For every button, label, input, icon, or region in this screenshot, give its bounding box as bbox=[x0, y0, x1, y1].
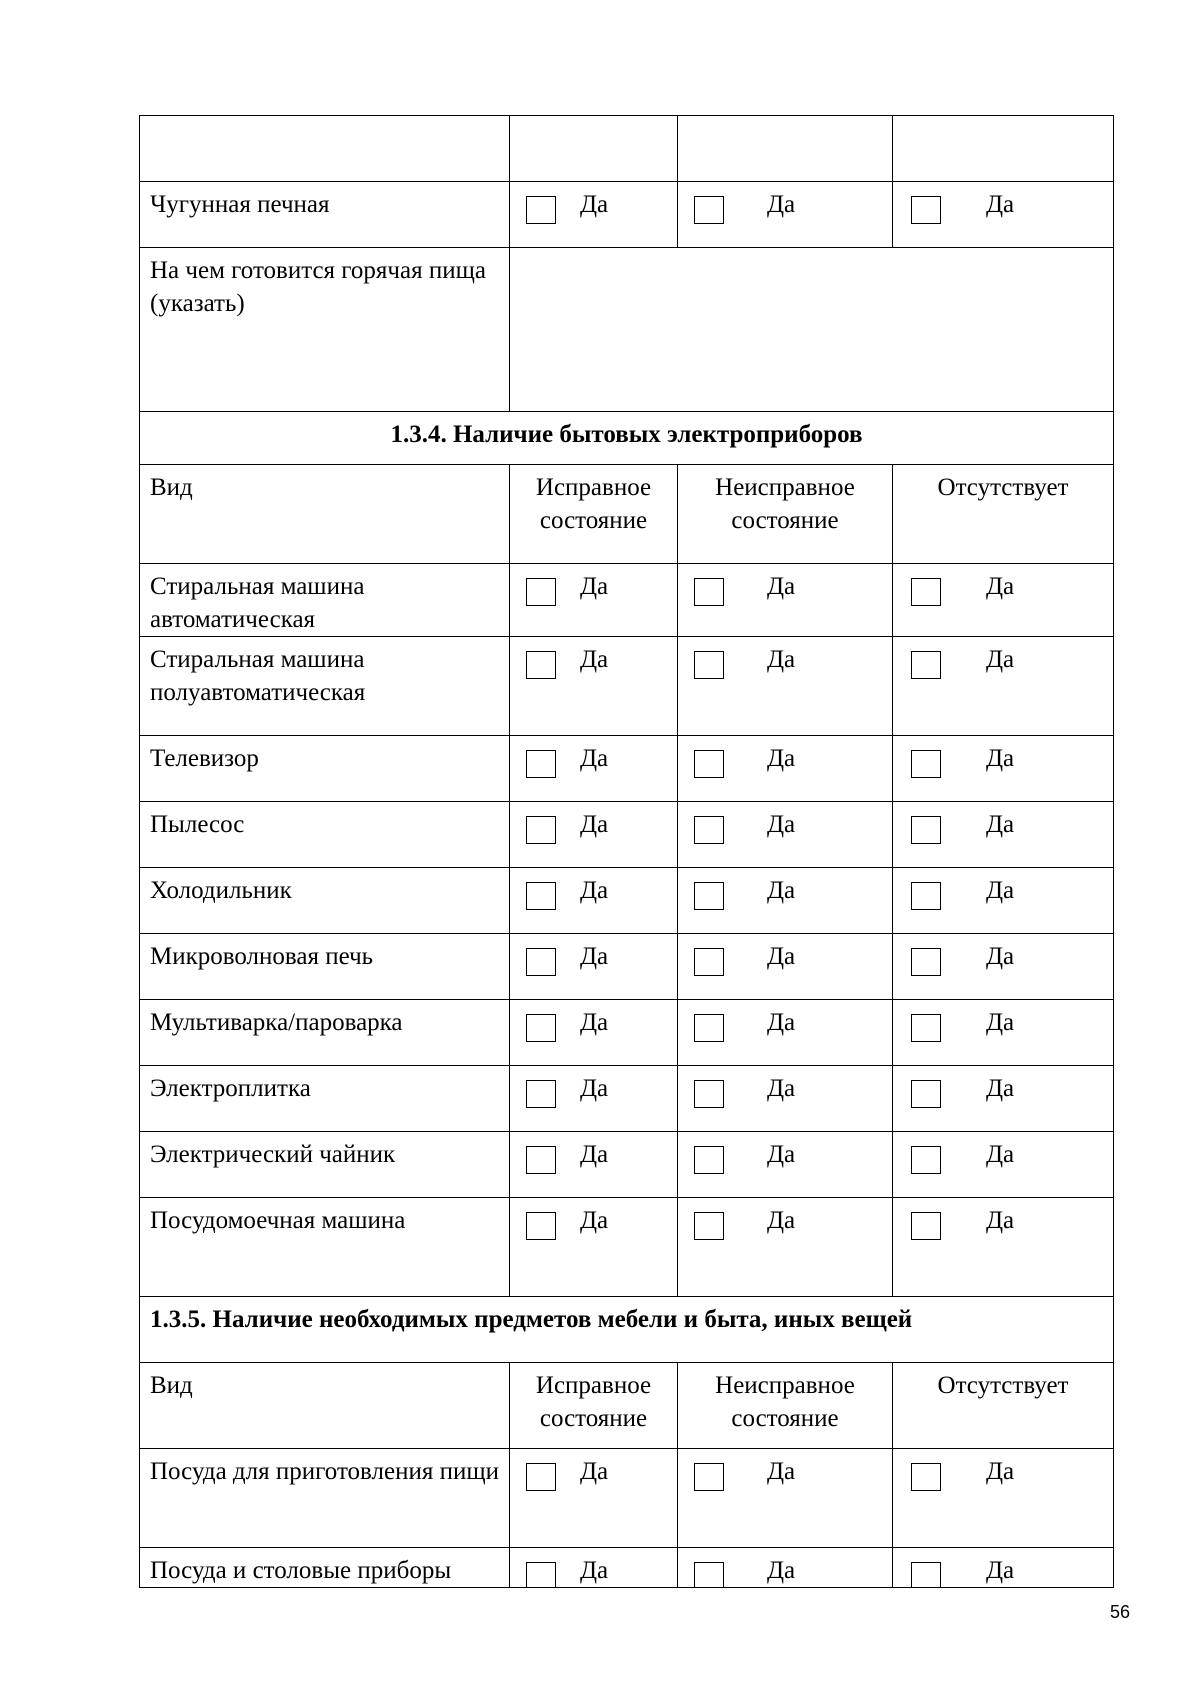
checkbox[interactable] bbox=[526, 1014, 556, 1042]
checkbox[interactable] bbox=[526, 750, 556, 778]
option-cell-working bbox=[510, 637, 678, 736]
option-label: Да bbox=[767, 745, 796, 772]
option-label: Да bbox=[580, 811, 609, 838]
option-label: Да bbox=[986, 1009, 1015, 1036]
option-cell-absent bbox=[893, 1449, 1114, 1548]
option-cell-absent bbox=[893, 802, 1114, 868]
checkbox[interactable] bbox=[526, 651, 556, 679]
checkbox[interactable] bbox=[694, 948, 724, 976]
table-row bbox=[140, 1066, 1114, 1132]
option-cell-absent bbox=[893, 637, 1114, 736]
option-label: Да bbox=[986, 191, 1015, 218]
option-label: Да bbox=[767, 191, 796, 218]
column-header-absent: Отсутствует bbox=[893, 1363, 1114, 1449]
option-label: Да bbox=[580, 191, 609, 218]
option-cell-working bbox=[510, 1198, 678, 1297]
checkbox[interactable] bbox=[694, 1014, 724, 1042]
option-cell-working bbox=[510, 1449, 678, 1548]
option-cell-absent bbox=[893, 934, 1114, 1000]
table-row bbox=[140, 637, 1114, 736]
option-label: Да bbox=[580, 1009, 609, 1036]
column-header-row bbox=[140, 465, 1114, 564]
option-cell-broken bbox=[678, 637, 893, 736]
empty-cell bbox=[893, 116, 1114, 182]
checkbox[interactable] bbox=[694, 1562, 724, 1588]
item-label: Посудомоечная машина bbox=[140, 1198, 510, 1297]
checkbox[interactable] bbox=[694, 1080, 724, 1108]
option-cell-working bbox=[510, 1066, 678, 1132]
option-cell-absent bbox=[893, 1066, 1114, 1132]
cooking-row bbox=[140, 248, 1114, 412]
option-label: Да bbox=[580, 1557, 609, 1584]
checkbox[interactable] bbox=[911, 1080, 941, 1108]
option-label: Да bbox=[767, 1458, 796, 1485]
table-row bbox=[140, 564, 1114, 637]
table-row bbox=[140, 736, 1114, 802]
item-label: Микроволновая печь bbox=[140, 934, 510, 1000]
checkbox[interactable] bbox=[911, 816, 941, 844]
option-label: Да bbox=[767, 1009, 796, 1036]
checkbox[interactable] bbox=[526, 948, 556, 976]
option-label: Да bbox=[986, 1458, 1015, 1485]
item-label: Чугунная печная bbox=[140, 182, 510, 248]
option-cell-broken bbox=[678, 868, 893, 934]
option-label: Да bbox=[986, 1141, 1015, 1168]
checkbox[interactable] bbox=[911, 1146, 941, 1174]
option-label: Да bbox=[580, 1141, 609, 1168]
item-label: Посуда и столовые приборы bbox=[140, 1548, 510, 1588]
table-row bbox=[140, 934, 1114, 1000]
empty-row bbox=[140, 116, 1114, 182]
checkbox[interactable] bbox=[911, 882, 941, 910]
cooking-answer-field[interactable] bbox=[510, 248, 1114, 412]
option-cell-working bbox=[510, 868, 678, 934]
table-row bbox=[140, 1548, 1114, 1588]
option-label: Да bbox=[986, 646, 1015, 673]
option-cell-absent bbox=[893, 736, 1114, 802]
option-cell-broken bbox=[678, 1132, 893, 1198]
option-label: Да bbox=[986, 877, 1015, 904]
checkbox[interactable] bbox=[526, 1562, 556, 1588]
option-label: Да bbox=[767, 1141, 796, 1168]
checkbox[interactable] bbox=[911, 1212, 941, 1240]
option-label: Да bbox=[986, 745, 1015, 772]
checkbox[interactable] bbox=[911, 948, 941, 976]
checkbox[interactable] bbox=[694, 1212, 724, 1240]
table-row bbox=[140, 1000, 1114, 1066]
checkbox[interactable] bbox=[694, 651, 724, 679]
table-row bbox=[140, 802, 1114, 868]
option-cell-absent bbox=[893, 1198, 1114, 1297]
option-cell-broken bbox=[678, 1548, 893, 1588]
option-cell-working bbox=[510, 564, 678, 637]
checkbox[interactable] bbox=[526, 882, 556, 910]
option-cell-absent bbox=[893, 182, 1114, 248]
survey-table bbox=[139, 115, 1114, 1588]
checkbox[interactable] bbox=[694, 750, 724, 778]
checkbox[interactable] bbox=[911, 1562, 941, 1588]
item-label: Холодильник bbox=[140, 868, 510, 934]
option-label: Да bbox=[580, 943, 609, 970]
table-row bbox=[140, 1449, 1114, 1548]
option-cell-working bbox=[510, 1132, 678, 1198]
option-cell-broken bbox=[678, 802, 893, 868]
checkbox[interactable] bbox=[694, 882, 724, 910]
checkbox[interactable] bbox=[526, 578, 556, 606]
option-cell-broken bbox=[678, 1449, 893, 1548]
option-label: Да bbox=[580, 1207, 609, 1234]
option-cell-working bbox=[510, 1548, 678, 1588]
option-cell-broken bbox=[678, 736, 893, 802]
option-cell-absent bbox=[893, 1000, 1114, 1066]
checkbox[interactable] bbox=[911, 196, 941, 224]
option-label: Да bbox=[767, 1557, 796, 1584]
checkbox[interactable] bbox=[526, 196, 556, 224]
checkbox[interactable] bbox=[694, 578, 724, 606]
option-label: Да bbox=[767, 811, 796, 838]
item-label: Стиральная машина полуавтоматическая bbox=[140, 637, 510, 736]
item-label: Электроплитка bbox=[140, 1066, 510, 1132]
option-label: Да bbox=[580, 1075, 609, 1102]
checkbox[interactable] bbox=[911, 750, 941, 778]
column-header-row bbox=[140, 1363, 1114, 1449]
option-label: Да bbox=[986, 1207, 1015, 1234]
checkbox[interactable] bbox=[694, 1463, 724, 1491]
column-header-kind: Вид bbox=[140, 1363, 510, 1449]
option-cell-absent bbox=[893, 1548, 1114, 1588]
checkbox[interactable] bbox=[911, 1014, 941, 1042]
option-label: Да bbox=[767, 943, 796, 970]
option-label: Да bbox=[580, 573, 609, 600]
column-header-absent: Отсутствует bbox=[893, 465, 1114, 564]
item-label: Посуда для приготовления пищи bbox=[140, 1449, 510, 1548]
item-label: Электрический чайник bbox=[140, 1132, 510, 1198]
option-cell-working bbox=[510, 736, 678, 802]
item-label: Телевизор bbox=[140, 736, 510, 802]
checkbox[interactable] bbox=[526, 1212, 556, 1240]
option-label: Да bbox=[580, 646, 609, 673]
option-label: Да bbox=[986, 943, 1015, 970]
item-label: Пылесос bbox=[140, 802, 510, 868]
option-cell-working bbox=[510, 182, 678, 248]
option-cell-broken bbox=[678, 564, 893, 637]
table-row bbox=[140, 182, 1114, 248]
option-cell-absent bbox=[893, 868, 1114, 934]
section-title-row bbox=[140, 412, 1114, 465]
checkbox[interactable] bbox=[694, 1146, 724, 1174]
checkbox[interactable] bbox=[694, 196, 724, 224]
option-label: Да bbox=[986, 1075, 1015, 1102]
table-row bbox=[140, 1198, 1114, 1297]
checkbox[interactable] bbox=[526, 1146, 556, 1174]
option-cell-broken bbox=[678, 1000, 893, 1066]
item-label: Стиральная машина автоматическая bbox=[140, 564, 510, 637]
option-cell-absent bbox=[893, 1132, 1114, 1198]
option-label: Да bbox=[580, 745, 609, 772]
column-header-working: Исправное состояние bbox=[510, 465, 678, 564]
option-label: Да bbox=[767, 1075, 796, 1102]
table-row bbox=[140, 868, 1114, 934]
cooking-label: На чем готовится горячая пища (указать) bbox=[140, 248, 510, 412]
checkbox[interactable] bbox=[911, 651, 941, 679]
table-row bbox=[140, 1132, 1114, 1198]
option-label: Да bbox=[580, 1458, 609, 1485]
option-cell-absent bbox=[893, 564, 1114, 637]
checkbox[interactable] bbox=[526, 1080, 556, 1108]
empty-cell bbox=[140, 116, 510, 182]
option-cell-broken bbox=[678, 182, 893, 248]
option-cell-working bbox=[510, 1000, 678, 1066]
option-label: Да bbox=[986, 1557, 1015, 1584]
option-label: Да bbox=[767, 573, 796, 600]
checkbox[interactable] bbox=[911, 578, 941, 606]
option-cell-working bbox=[510, 802, 678, 868]
option-cell-broken bbox=[678, 1066, 893, 1132]
section-title-row bbox=[140, 1297, 1114, 1363]
checkbox[interactable] bbox=[694, 816, 724, 844]
empty-cell bbox=[678, 116, 893, 182]
option-label: Да bbox=[580, 877, 609, 904]
column-header-broken: Неисправное состояние bbox=[678, 1363, 893, 1449]
option-label: Да bbox=[986, 811, 1015, 838]
option-label: Да bbox=[767, 877, 796, 904]
section-135-title: 1.3.5. Наличие необходимых предметов мебели и быта, иных вещей bbox=[140, 1297, 1114, 1363]
option-cell-broken bbox=[678, 934, 893, 1000]
checkbox[interactable] bbox=[526, 816, 556, 844]
empty-cell bbox=[510, 116, 678, 182]
column-header-kind: Вид bbox=[140, 465, 510, 564]
page-number: 56 bbox=[1110, 1602, 1131, 1622]
section-134-title: 1.3.4. Наличие бытовых электроприборов bbox=[140, 412, 1114, 465]
option-cell-broken bbox=[678, 1198, 893, 1297]
option-label: Да bbox=[986, 573, 1015, 600]
column-header-broken: Неисправное состояние bbox=[678, 465, 893, 564]
column-header-working: Исправное состояние bbox=[510, 1363, 678, 1449]
checkbox[interactable] bbox=[526, 1463, 556, 1491]
option-cell-working bbox=[510, 934, 678, 1000]
option-label: Да bbox=[767, 646, 796, 673]
item-label: Мультиварка/пароварка bbox=[140, 1000, 510, 1066]
option-label: Да bbox=[767, 1207, 796, 1234]
checkbox[interactable] bbox=[911, 1463, 941, 1491]
